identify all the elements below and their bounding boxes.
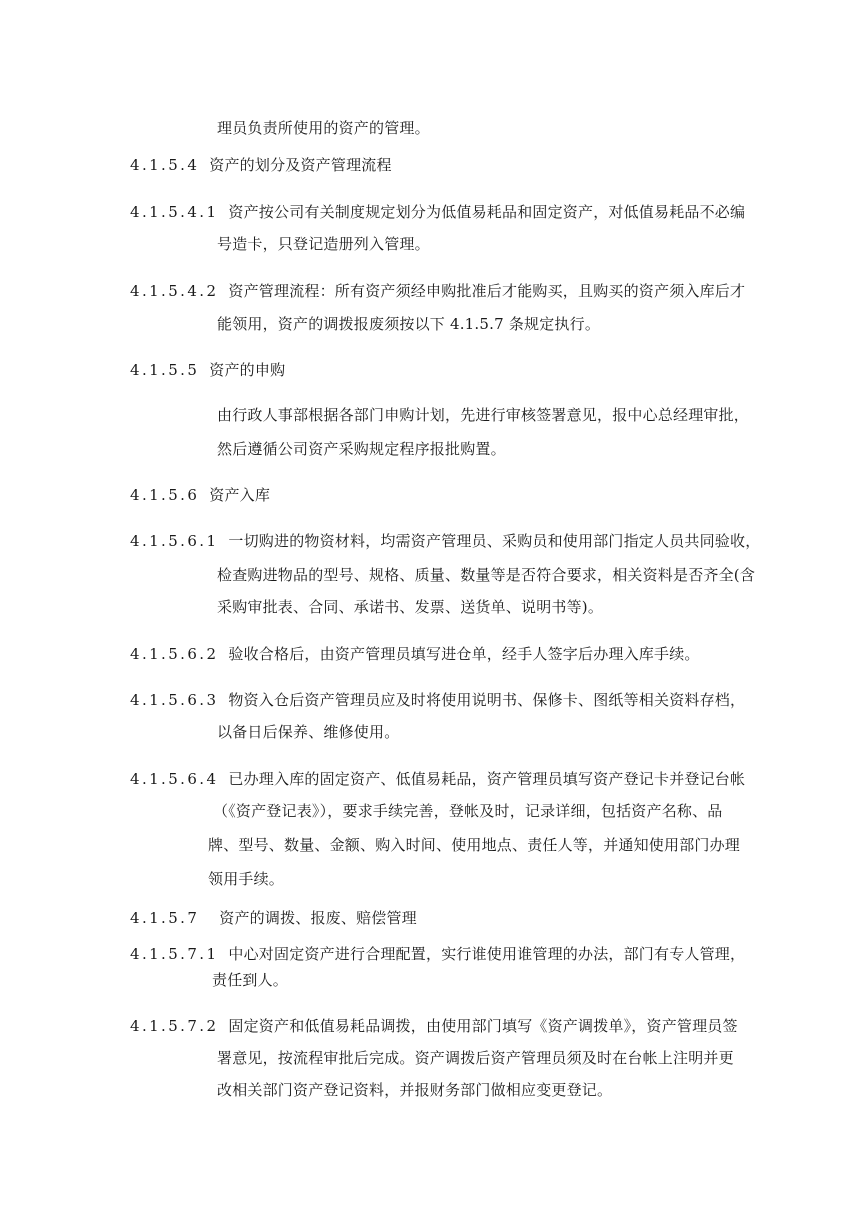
section-heading-4-1-5-5 [130,360,285,380]
clause-4-1-5-4-1 [130,202,745,222]
paragraph-continuation [213,801,723,821]
clause-4-1-5-6-1 [130,531,760,551]
clause-number: 4.1.5.4.2 [130,282,219,300]
clause-text: 资产管理流程：所有资产须经申购批准后才能购买，且购买的资产须入库后才 [228,282,746,300]
clause-4-1-5-6-4 [130,769,745,789]
paragraph-continuation [212,970,288,990]
line-text: 号造卡，只登记造册列入管理。 [217,235,430,253]
paragraph-continuation [217,439,506,459]
clause-text: 资产按公司有关制度规定划分为低值易耗品和固定资产，对低值易耗品不必编 [228,203,746,221]
clause-4-1-5-7-2 [130,1016,738,1036]
paragraph-continuation [217,565,755,585]
line-text: 牌、型号、数量、金额、购入时间、使用地点、责任人等，并通知使用部门办理 [208,836,741,854]
clause-number: 4.1.5.4.1 [130,203,219,221]
clause-4-1-5-6-3 [130,690,745,710]
section-heading-4-1-5-4 [130,155,392,175]
paragraph-continuation [217,314,600,334]
section-title: 资产的申购 [209,361,286,379]
clause-4-1-5-4-2 [130,281,745,301]
line-text: 责任到人。 [212,971,289,989]
section-title: 资产入库 [209,486,271,504]
paragraph-continuation [217,234,430,254]
clause-text: 固定资产和低值易耗品调拨，由使用部门填写《资产调拨单》，资产管理员签 [228,1017,738,1035]
section-number: 4.1.5.7 [130,909,200,927]
line-text: 检查购进物品的型号、规格、质量、数量等是否符合要求，相关资料是否齐全(含 [217,566,756,584]
section-heading-4-1-5-7 [130,908,417,928]
paragraph-continuation [217,118,430,138]
clause-number: 4.1.5.6.3 [130,691,219,709]
paragraph-continuation [208,869,284,889]
clause-number: 4.1.5.7.2 [130,1017,219,1035]
paragraph-continuation [217,1048,734,1068]
line-text: 署意见，按流程审批后完成。资产调拨后资产管理员须及时在台帐上注明并更 [217,1049,734,1067]
clause-text: 物资入仓后资产管理员应及时将使用说明书、保修卡、图纸等相关资料存档， [228,691,746,709]
clause-4-1-5-7-1 [130,944,745,964]
section-title: 资产的划分及资产管理流程 [209,156,392,174]
line-text: 能领用，资产的调拨报废须按以下 4.1.5.7 条规定执行。 [217,315,601,333]
clause-text: 已办理入库的固定资产、低值易耗品，资产管理员填写资产登记卡并登记台帐 [228,770,746,788]
line-text: 由行政人事部根据各部门申购计划，先进行审核签署意见，报中心总经理审批， [217,406,750,424]
line-text: 然后遵循公司资产采购规定程序报批购置。 [217,440,506,458]
clause-text: 一切购进的物资材料，均需资产管理员、采购员和使用部门指定人员共同验收， [228,532,761,550]
section-number: 4.1.5.6 [130,486,200,504]
clause-text: 验收合格后，由资产管理员填写进仓单，经手人签字后办理入库手续。 [228,645,700,663]
line-text: 改相关部门资产登记资料，并报财务部门做相应变更登记。 [217,1081,613,1099]
clause-number: 4.1.5.6.2 [130,645,219,663]
clause-number: 4.1.5.6.1 [130,532,219,550]
paragraph-continuation [217,597,603,617]
clause-text: 中心对固定资产进行合理配置，实行谁使用谁管理的办法，部门有专人管理， [228,945,746,963]
paragraph-continuation [217,722,399,742]
paragraph-line [217,405,749,425]
line-text: 理员负责所使用的资产的管理。 [217,119,430,137]
clause-number: 4.1.5.7.1 [130,945,219,963]
section-number: 4.1.5.5 [130,361,200,379]
line-text: 采购审批表、合同、承诺书、发票、送货单、说明书等)。 [217,598,604,616]
line-text: （《资产登记表》），要求手续完善，登帐及时，记录详细，包括资产名称、品 [213,802,723,820]
line-text: 以备日后保养、维修使用。 [217,723,400,741]
section-heading-4-1-5-6 [130,485,270,505]
paragraph-continuation [217,1080,612,1100]
paragraph-continuation [208,835,740,855]
line-text: 领用手续。 [208,870,285,888]
clause-number: 4.1.5.6.4 [130,770,219,788]
section-title: 资产的调拨、报废、赔偿管理 [219,909,417,927]
section-number: 4.1.5.4 [130,156,200,174]
clause-4-1-5-6-2 [130,644,700,664]
